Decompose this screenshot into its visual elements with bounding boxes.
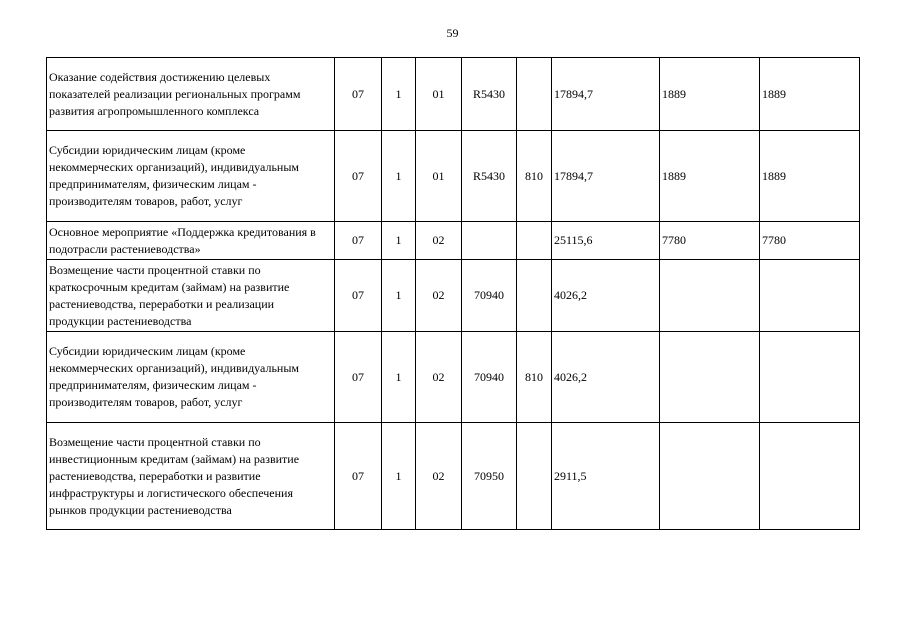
target-code: 70940 — [462, 332, 517, 423]
expense-type-code — [517, 260, 552, 332]
amount-2: 1889 — [660, 131, 760, 222]
expense-type-code: 810 — [517, 332, 552, 423]
row-description: Субсидии юридическим лицам (кроме некоммерческих организаций), индивидуальным предпринимателям, физическим лицам - производителям товаров, работ, услуг — [47, 332, 335, 423]
target-code: R5430 — [462, 58, 517, 131]
amount-2: 1889 — [660, 58, 760, 131]
row-description: Оказание содействия достижению целевых показателей реализации региональных программ развития агропромышленного комплекса — [47, 58, 335, 131]
amount-2 — [660, 423, 760, 530]
amount-1: 4026,2 — [552, 332, 660, 423]
expense-type-code: 810 — [517, 131, 552, 222]
row-description: Основное мероприятие «Поддержка кредитования в подотрасли растениеводства» — [47, 222, 335, 260]
page-number: 59 — [446, 26, 459, 40]
program-code: 1 — [382, 332, 416, 423]
subprogram-code: 02 — [416, 332, 462, 423]
amount-3 — [760, 332, 860, 423]
subprogram-code: 01 — [416, 131, 462, 222]
amount-3: 1889 — [760, 58, 860, 131]
table-row — [47, 131, 860, 222]
target-code: 70940 — [462, 260, 517, 332]
program-code: 1 — [382, 222, 416, 260]
amount-3 — [760, 423, 860, 530]
expense-type-code — [517, 222, 552, 260]
target-code: 70950 — [462, 423, 517, 530]
amount-2 — [660, 332, 760, 423]
section-code: 07 — [335, 423, 382, 530]
program-code: 1 — [382, 131, 416, 222]
table-row — [47, 222, 860, 260]
amount-1: 17894,7 — [552, 131, 660, 222]
amount-3 — [760, 260, 860, 332]
table-row — [47, 260, 860, 332]
amount-2 — [660, 260, 760, 332]
section-code: 07 — [335, 332, 382, 423]
subprogram-code: 02 — [416, 423, 462, 530]
amount-3: 1889 — [760, 131, 860, 222]
subprogram-code: 02 — [416, 222, 462, 260]
amount-1: 17894,7 — [552, 58, 660, 131]
target-code — [462, 222, 517, 260]
row-description: Субсидии юридическим лицам (кроме некоммерческих организаций), индивидуальным предпринимателям, физическим лицам - производителям товаров, работ, услуг — [47, 131, 335, 222]
expense-type-code — [517, 58, 552, 131]
section-code: 07 — [335, 131, 382, 222]
expense-type-code — [517, 423, 552, 530]
amount-1: 4026,2 — [552, 260, 660, 332]
section-code: 07 — [335, 222, 382, 260]
program-code: 1 — [382, 423, 416, 530]
amount-2: 7780 — [660, 222, 760, 260]
row-description: Возмещение части процентной ставки по краткосрочным кредитам (займам) на развитие растениеводства, переработки и реализации продукции растениеводства — [47, 260, 335, 332]
subprogram-code: 01 — [416, 58, 462, 131]
table-row — [47, 58, 860, 131]
program-code: 1 — [382, 260, 416, 332]
table-row — [47, 332, 860, 423]
subprogram-code: 02 — [416, 260, 462, 332]
table-row — [47, 423, 860, 530]
amount-1: 2911,5 — [552, 423, 660, 530]
target-code: R5430 — [462, 131, 517, 222]
section-code: 07 — [335, 260, 382, 332]
budget-table — [46, 57, 860, 530]
program-code: 1 — [382, 58, 416, 131]
section-code: 07 — [335, 58, 382, 131]
row-description: Возмещение части процентной ставки по инвестиционным кредитам (займам) на развитие растениеводства, переработки и развитие инфраструктуры и логистического обеспечения рынков продукции растениеводства — [47, 423, 335, 530]
amount-3: 7780 — [760, 222, 860, 260]
amount-1: 25115,6 — [552, 222, 660, 260]
